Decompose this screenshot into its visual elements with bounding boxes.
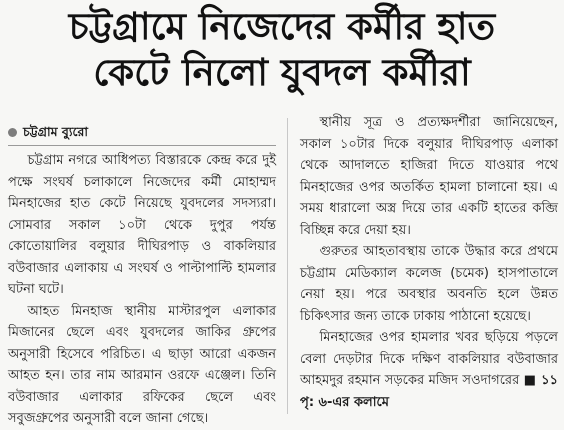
- column-divider: [287, 118, 288, 414]
- headline-line-2: কেটে নিলো যুবদল কর্মীরা: [93, 51, 471, 94]
- left-paragraph-1: চট্টগ্রাম নগরে আধিপত্য বিস্তারকে কেন্দ্র করে দুই পক্ষে সংঘর্ষ চলাকালে নিজেদের কর্মী মোহাম্মদ মিনহাজের হাত কেটে নিয়েছে যুবদলের সদস্যরা। সোমবার সকাল ১০টা থেকে দুপুর পর্যন্ত কোতোয়ালির বলুয়ার দীঘিরপাড় ও বাকলিয়ার বউবাজার এলাকায় এ সংঘর্ষ ও পাল্টাপাল্টি হামলার ঘটনা ঘটে।: [8, 153, 276, 297]
- continuation-note: ■ ১১ পৃ: ৬-এর কলামে: [300, 373, 558, 410]
- byline-divider: [8, 145, 276, 146]
- article-body: [0, 112, 564, 426]
- bullet-icon: [8, 128, 17, 137]
- right-paragraph-1: স্থানীয় সূত্র ও প্রত্যক্ষদর্শীরা জানিয়েছেন, সকাল ১০টার দিকে বলুয়ার দীঘিরপাড় এলাকা থেকে আদালতে হাজিরা দিতে যাওয়ার পথে মিনহাজের ওপর অতর্কিত হামলা চালানো হয়। এ সময় ধারালো অস্ত্র দিয়ে তার একটি হাতের কব্জি বিচ্ছিন্ন করে দেয়া হয়।: [300, 115, 558, 238]
- byline: [8, 122, 276, 142]
- byline-text: চট্টগ্রাম ব্যুরো: [23, 124, 89, 139]
- left-paragraph-2: আহত মিনহাজ স্থানীয় মাস্টারপুল এলাকার মিজানের ছেলে এবং যুবদলের জাকির গ্রুপের অনুসারী হিসেবে পরিচিত। এ ছাড়া আরো একজন আহত হন। তার নাম আরমান ওরফে এঞ্জেল। তিনি বউবাজার এলাকার রফিকের ছেলে এবং সবুজগ্রুপের অনুসারী বলে জানা গেছে।: [8, 303, 276, 426]
- left-column: [8, 112, 276, 430]
- right-paragraph-3-text: মিনহাজের ওপর হামলার খবর ছড়িয়ে পড়লে বেলা দেড়টার দিকে দক্ষিণ বাকলিয়ার বউবাজার আহমদুর রহমান সড়কের মজিদ সওদাগরের: [300, 330, 558, 388]
- headline-line-1: চট্টগ্রামে নিজেদের কর্মীর হাত: [68, 5, 496, 48]
- right-column: [300, 112, 558, 413]
- right-paragraph-3: [300, 327, 558, 413]
- right-paragraph-2: গুরুতর আহতাবস্থায় তাকে উদ্ধার করে প্রথমে চট্টগ্রাম মেডিক্যাল কলেজ (চমেক) হাসপাতালে নেয়া হয়। পরে অবস্থার অবনতি হলে উন্নত চিকিৎসার জন্য তাকে ঢাকায় পাঠানো হয়েছে।: [300, 244, 558, 324]
- headline: [0, 0, 564, 96]
